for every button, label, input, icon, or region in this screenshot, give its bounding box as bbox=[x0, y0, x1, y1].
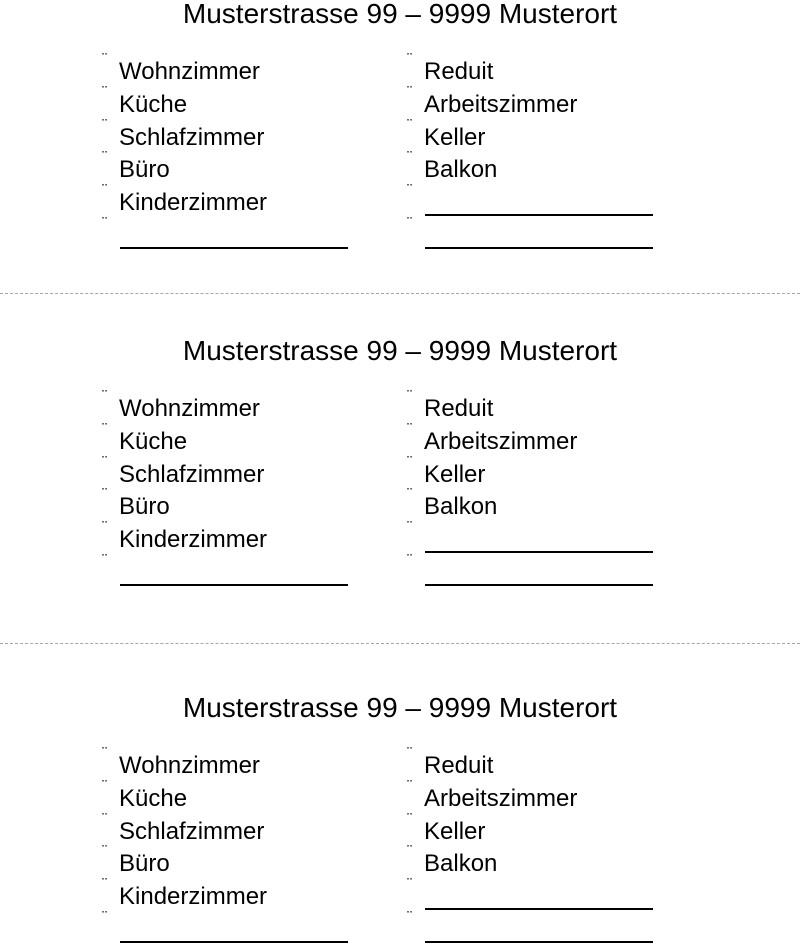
dashed-cut-line bbox=[0, 293, 800, 294]
room-label: Kinderzimmer bbox=[119, 526, 268, 554]
checkbox-icon[interactable]: ¨ bbox=[102, 420, 108, 438]
room-label: Keller bbox=[424, 460, 486, 488]
checkbox-icon[interactable]: ¨ bbox=[102, 116, 108, 134]
checkbox-icon[interactable]: ¨ bbox=[102, 51, 108, 68]
checkbox-icon[interactable]: ¨ bbox=[407, 453, 413, 471]
checkbox-icon[interactable]: ¨ bbox=[407, 810, 413, 828]
checkbox-icon[interactable]: ¨ bbox=[102, 843, 108, 861]
checkbox-icon[interactable]: ¨ bbox=[102, 745, 108, 762]
checkbox-icon[interactable]: ¨ bbox=[407, 876, 413, 894]
checkbox-icon[interactable]: ¨ bbox=[407, 486, 413, 504]
checkbox-icon[interactable]: ¨ bbox=[102, 777, 108, 795]
checkbox-icon[interactable]: ¨ bbox=[407, 745, 413, 762]
room-label: Küche bbox=[119, 427, 188, 455]
blank-write-in-line[interactable] bbox=[120, 941, 348, 943]
blank-write-in-line[interactable] bbox=[425, 584, 653, 586]
blank-write-in-line[interactable] bbox=[425, 941, 653, 943]
room-label: Arbeitszimmer bbox=[424, 90, 578, 118]
room-label: Reduit bbox=[424, 58, 494, 85]
room-label: Kinderzimmer bbox=[119, 883, 268, 911]
room-label: Büro bbox=[119, 850, 170, 878]
room-label: Wohnzimmer bbox=[119, 752, 260, 779]
checkbox-icon[interactable]: ¨ bbox=[407, 149, 413, 167]
address-title: Musterstrasse 99 – 9999 Musterort bbox=[182, 335, 618, 366]
checkbox-icon[interactable]: ¨ bbox=[407, 551, 413, 569]
room-label: Balkon bbox=[424, 493, 498, 521]
checkbox-icon[interactable]: ¨ bbox=[407, 519, 413, 537]
room-label: Büro bbox=[119, 493, 170, 521]
checkbox-icon[interactable]: ¨ bbox=[102, 83, 108, 101]
checkbox-icon[interactable]: ¨ bbox=[102, 551, 108, 569]
checkbox-icon[interactable]: ¨ bbox=[102, 810, 108, 828]
checkbox-icon[interactable]: ¨ bbox=[102, 908, 108, 926]
room-label: Arbeitszimmer bbox=[424, 784, 578, 812]
room-label: Kinderzimmer bbox=[119, 189, 268, 217]
room-label: Arbeitszimmer bbox=[424, 427, 578, 455]
room-label: Büro bbox=[119, 156, 170, 184]
checkbox-icon[interactable]: ¨ bbox=[407, 388, 413, 405]
checkbox-icon[interactable]: ¨ bbox=[102, 519, 108, 537]
blank-write-in-line[interactable] bbox=[425, 908, 653, 910]
checkbox-icon[interactable]: ¨ bbox=[407, 83, 413, 101]
checkbox-icon[interactable]: ¨ bbox=[102, 182, 108, 200]
checkbox-icon[interactable]: ¨ bbox=[407, 843, 413, 861]
room-label: Reduit bbox=[424, 752, 494, 779]
checkbox-icon[interactable]: ¨ bbox=[407, 420, 413, 438]
blank-write-in-line[interactable] bbox=[425, 247, 653, 249]
dashed-cut-line bbox=[0, 643, 800, 644]
room-label: Reduit bbox=[424, 395, 494, 422]
checkbox-icon[interactable]: ¨ bbox=[102, 876, 108, 894]
checkbox-icon[interactable]: ¨ bbox=[102, 486, 108, 504]
checkbox-icon[interactable]: ¨ bbox=[102, 149, 108, 167]
checkbox-icon[interactable]: ¨ bbox=[407, 777, 413, 795]
checkbox-icon[interactable]: ¨ bbox=[407, 116, 413, 134]
room-label: Wohnzimmer bbox=[119, 395, 260, 422]
room-label: Wohnzimmer bbox=[119, 58, 260, 85]
checkbox-icon[interactable]: ¨ bbox=[102, 214, 108, 232]
room-label: Küche bbox=[119, 90, 188, 118]
checkbox-icon[interactable]: ¨ bbox=[407, 908, 413, 926]
room-label: Küche bbox=[119, 784, 188, 812]
checkbox-icon[interactable]: ¨ bbox=[102, 388, 108, 405]
checkbox-icon[interactable]: ¨ bbox=[407, 182, 413, 200]
room-label: Balkon bbox=[424, 850, 498, 878]
room-label: Schlafzimmer bbox=[119, 460, 265, 488]
room-label: Keller bbox=[424, 817, 486, 845]
room-label: Keller bbox=[424, 123, 486, 151]
blank-write-in-line[interactable] bbox=[425, 214, 653, 216]
address-title: Musterstrasse 99 – 9999 Musterort bbox=[182, 0, 618, 29]
address-title: Musterstrasse 99 – 9999 Musterort bbox=[182, 692, 618, 723]
checkbox-icon[interactable]: ¨ bbox=[407, 51, 413, 68]
blank-write-in-line[interactable] bbox=[120, 247, 348, 249]
checkbox-icon[interactable]: ¨ bbox=[102, 453, 108, 471]
checkbox-icon[interactable]: ¨ bbox=[407, 214, 413, 232]
room-label: Schlafzimmer bbox=[119, 123, 265, 151]
room-label: Balkon bbox=[424, 156, 498, 184]
blank-write-in-line[interactable] bbox=[120, 584, 348, 586]
blank-write-in-line[interactable] bbox=[425, 551, 653, 553]
room-label: Schlafzimmer bbox=[119, 817, 265, 845]
